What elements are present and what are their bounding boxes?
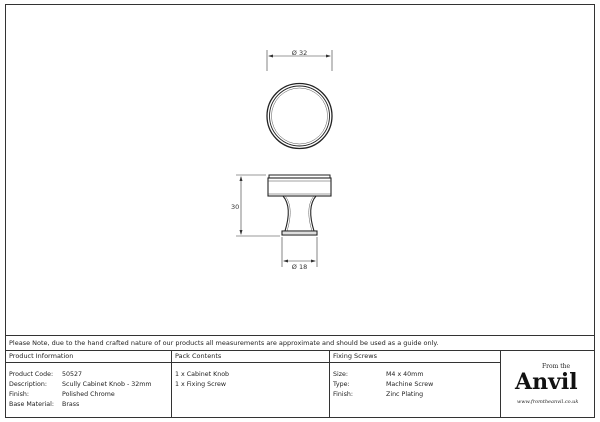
knob-top-view (267, 84, 332, 149)
info-row (9, 370, 171, 380)
top-view-dimension (267, 49, 332, 71)
info-row (333, 380, 500, 390)
from-the-anvil-logo (515, 363, 589, 413)
product-information-header: Product Information (6, 351, 171, 363)
screw-size-value: M4 x 40mm (386, 371, 424, 378)
technical-drawing-sheet (5, 4, 595, 418)
screw-finish-value: Zinc Plating (386, 391, 424, 398)
pack-contents-section (171, 351, 329, 418)
disclaimer-note: Please Note, due to the hand crafted nature of our products all measurements are approximate and should be used as a guide only. (6, 335, 594, 351)
info-row (9, 380, 171, 390)
pack-item: 1 x Fixing Screw (175, 381, 227, 388)
product-code-value: 50527 (62, 371, 83, 378)
logo-tagline: From the (542, 363, 571, 370)
base-dim-label: Ø 18 (291, 263, 308, 271)
product-drawing (6, 5, 596, 335)
info-row (333, 370, 500, 380)
product-code-label: Product Code: (9, 371, 54, 378)
base-material-value: Brass (62, 401, 80, 408)
screw-size-label: Size: (333, 371, 349, 378)
base-dimension (282, 237, 317, 271)
base-material-label: Base Material: (9, 401, 55, 408)
top-view-dim-label: Ø 32 (291, 49, 308, 57)
pack-item: 1 x Cabinet Knob (175, 371, 230, 378)
logo-wordmark: Anvil (515, 369, 578, 395)
height-dimension (231, 175, 280, 236)
info-row (333, 390, 500, 400)
product-information-section (6, 351, 171, 418)
info-table (6, 351, 594, 418)
fixing-screws-section (329, 351, 500, 418)
description-label: Description: (9, 381, 47, 388)
screw-type-label: Type: (333, 381, 350, 388)
fixing-screws-header: Fixing Screws (330, 351, 500, 363)
finish-value: Polished Chrome (62, 391, 115, 398)
logo-url: www.fromtheanvil.co.uk (517, 399, 579, 405)
info-row (9, 400, 171, 410)
finish-label: Finish: (9, 391, 30, 398)
knob-side-view (268, 175, 331, 235)
description-value: Scully Cabinet Knob - 32mm (62, 381, 152, 388)
screw-type-value: Machine Screw (386, 381, 434, 388)
info-row (9, 390, 171, 400)
screw-finish-label: Finish: (333, 391, 354, 398)
height-dim-label: 30 (231, 203, 240, 211)
pack-contents-header: Pack Contents (172, 351, 329, 363)
brand-logo-section (500, 351, 594, 418)
